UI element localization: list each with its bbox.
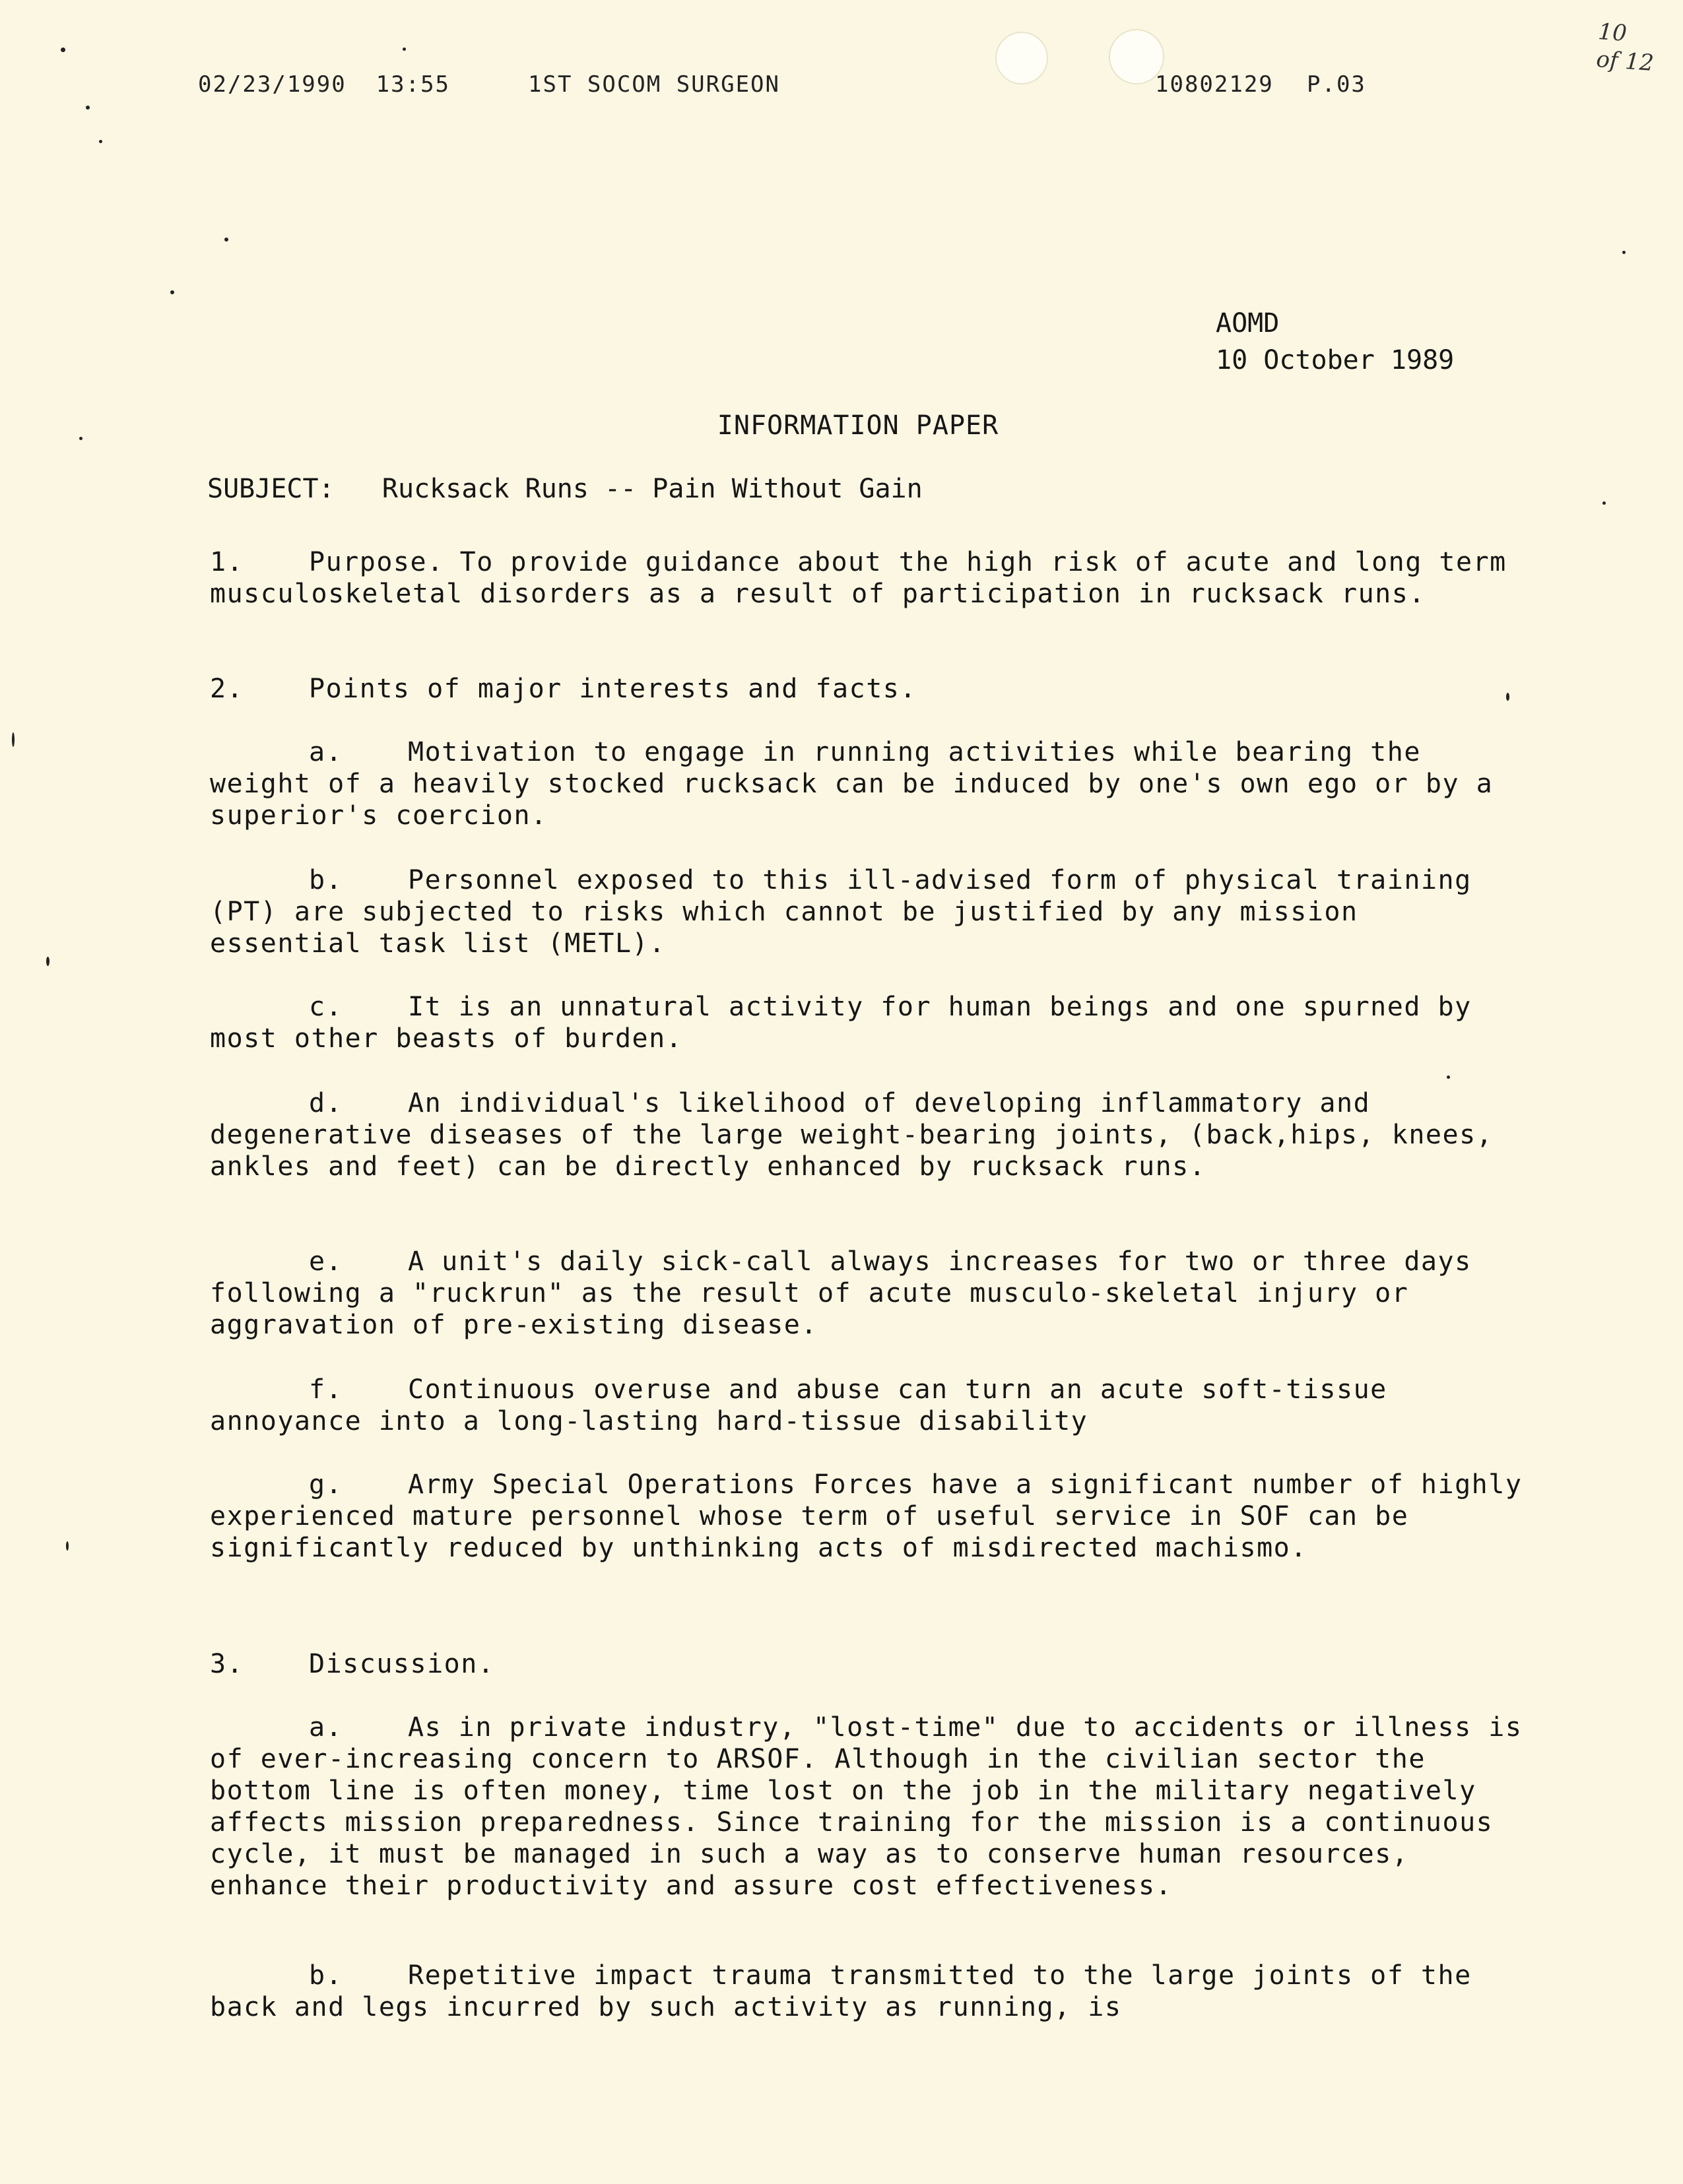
scan-speck xyxy=(1447,1076,1450,1079)
fax-header xyxy=(198,71,1366,230)
point-item-b xyxy=(210,864,1523,959)
scan-speck xyxy=(170,290,174,294)
fax-sender: 1ST SOCOM SURGEON xyxy=(528,71,780,98)
scan-speck xyxy=(79,437,82,440)
scan-speck xyxy=(1622,251,1626,254)
paragraph-points-heading xyxy=(210,673,1523,705)
paragraph-heading: Discussion. xyxy=(309,1649,495,1679)
fax-time: 13:55 xyxy=(376,71,451,98)
document-date: 10 October 1989 xyxy=(1216,345,1455,375)
scan-speck xyxy=(1602,501,1606,505)
scan-speck xyxy=(12,732,15,747)
scan-speck xyxy=(403,48,406,51)
item-letter: g. xyxy=(309,1469,343,1500)
subject-text: Rucksack Runs -- Pain Without Gain xyxy=(381,474,923,504)
handwritten-line-1: 10 xyxy=(1597,18,1628,47)
handwritten-page-note xyxy=(1595,18,1657,77)
point-item-e xyxy=(210,1246,1523,1341)
subject-line xyxy=(207,474,923,504)
item-letter: f. xyxy=(309,1374,343,1405)
scan-speck xyxy=(1506,693,1509,701)
subject-label: SUBJECT: xyxy=(207,474,335,504)
item-letter: e. xyxy=(309,1246,343,1277)
point-item-f xyxy=(210,1374,1523,1437)
item-letter: b. xyxy=(309,1960,343,1991)
discussion-item-b xyxy=(210,1960,1523,2023)
paragraph-number: 3. xyxy=(210,1649,244,1679)
fax-page-number: P.03 xyxy=(1307,71,1366,98)
office-date-block xyxy=(1216,305,1454,379)
paragraph-heading: Points of major interests and facts. xyxy=(309,674,917,704)
item-letter: c. xyxy=(309,992,343,1022)
item-text: An individual's likelihood of developing inflammatory and degenerative diseases of the large weight-bearing joints, (back,hips, knees, ankles and feet) can be directly enhanced by rucksack runs. xyxy=(210,1088,1494,1182)
point-item-a xyxy=(210,736,1523,831)
item-text: It is an unnatural activity for human beings and one spurned by most other beasts of burden. xyxy=(210,992,1472,1054)
item-letter: a. xyxy=(309,737,343,767)
fax-date: 02/23/1990 xyxy=(198,71,346,98)
paragraph-text: To provide guidance about the high risk of acute and long term musculoskeletal disorders as a result of participation in rucksack runs. xyxy=(210,547,1507,609)
item-text: Motivation to engage in running activities while bearing the weight of a heavily stocked rucksack can be induced by one's own ego or by a superior's coercion. xyxy=(210,737,1494,831)
item-letter: b. xyxy=(309,865,343,895)
item-letter: a. xyxy=(309,1712,343,1743)
office-symbol: AOMD xyxy=(1216,308,1280,338)
fax-date-time xyxy=(198,71,450,98)
paragraph-purpose xyxy=(210,546,1523,610)
paragraph-heading: Purpose. xyxy=(309,547,444,577)
item-text: Army Special Operations Forces have a significant number of highly experienced mature personnel whose term of useful service in SOF can be significantly reduced by unthinking acts of misdirected machismo. xyxy=(210,1469,1523,1563)
item-text: Repetitive impact trauma transmitted to the large joints of the back and legs incurred by such activity as running, is xyxy=(210,1960,1472,2022)
handwritten-line-2: of 12 xyxy=(1595,46,1655,77)
document-title: INFORMATION PAPER xyxy=(717,410,999,441)
punch-hole xyxy=(995,32,1048,84)
fax-number: 10802129 xyxy=(1155,71,1274,98)
paragraph-number: 1. xyxy=(210,547,244,577)
scan-speck xyxy=(99,140,102,143)
item-text: Personnel exposed to this ill-advised form of physical training (PT) are subjected to risks which cannot be justified by any mission essential task list (METL). xyxy=(210,865,1472,959)
scan-speck xyxy=(224,238,228,241)
paragraph-number: 2. xyxy=(210,674,244,704)
point-item-d xyxy=(210,1087,1523,1182)
item-text: A unit's daily sick-call always increases for two or three days following a "ruckrun" as the result of acute musculo-skeletal injury or aggravation of pre-existing disease. xyxy=(210,1246,1472,1340)
item-text: As in private industry, "lost-time" due to accidents or illness is of ever-increasing concern to ARSOF. Although in the civilian sector the bottom line is often money, time lost on the job in the military negatively affects mission preparedness. Since training for the mission is a continuous cycle, it must be managed in such a way as to conserve human resources, enhance their productivity and assure cost effectiveness. xyxy=(210,1712,1523,1901)
discussion-item-a xyxy=(210,1712,1523,1902)
scan-speck xyxy=(66,1541,69,1551)
item-letter: d. xyxy=(309,1088,343,1118)
point-item-g xyxy=(210,1469,1523,1564)
point-item-c xyxy=(210,991,1523,1054)
scan-speck xyxy=(86,106,90,110)
scan-speck xyxy=(61,48,65,52)
item-text: Continuous overuse and abuse can turn an acute soft-tissue annoyance into a long-lasting hard-tissue disability xyxy=(210,1374,1387,1436)
scan-speck xyxy=(46,957,50,966)
paragraph-discussion-heading xyxy=(210,1648,1523,1680)
